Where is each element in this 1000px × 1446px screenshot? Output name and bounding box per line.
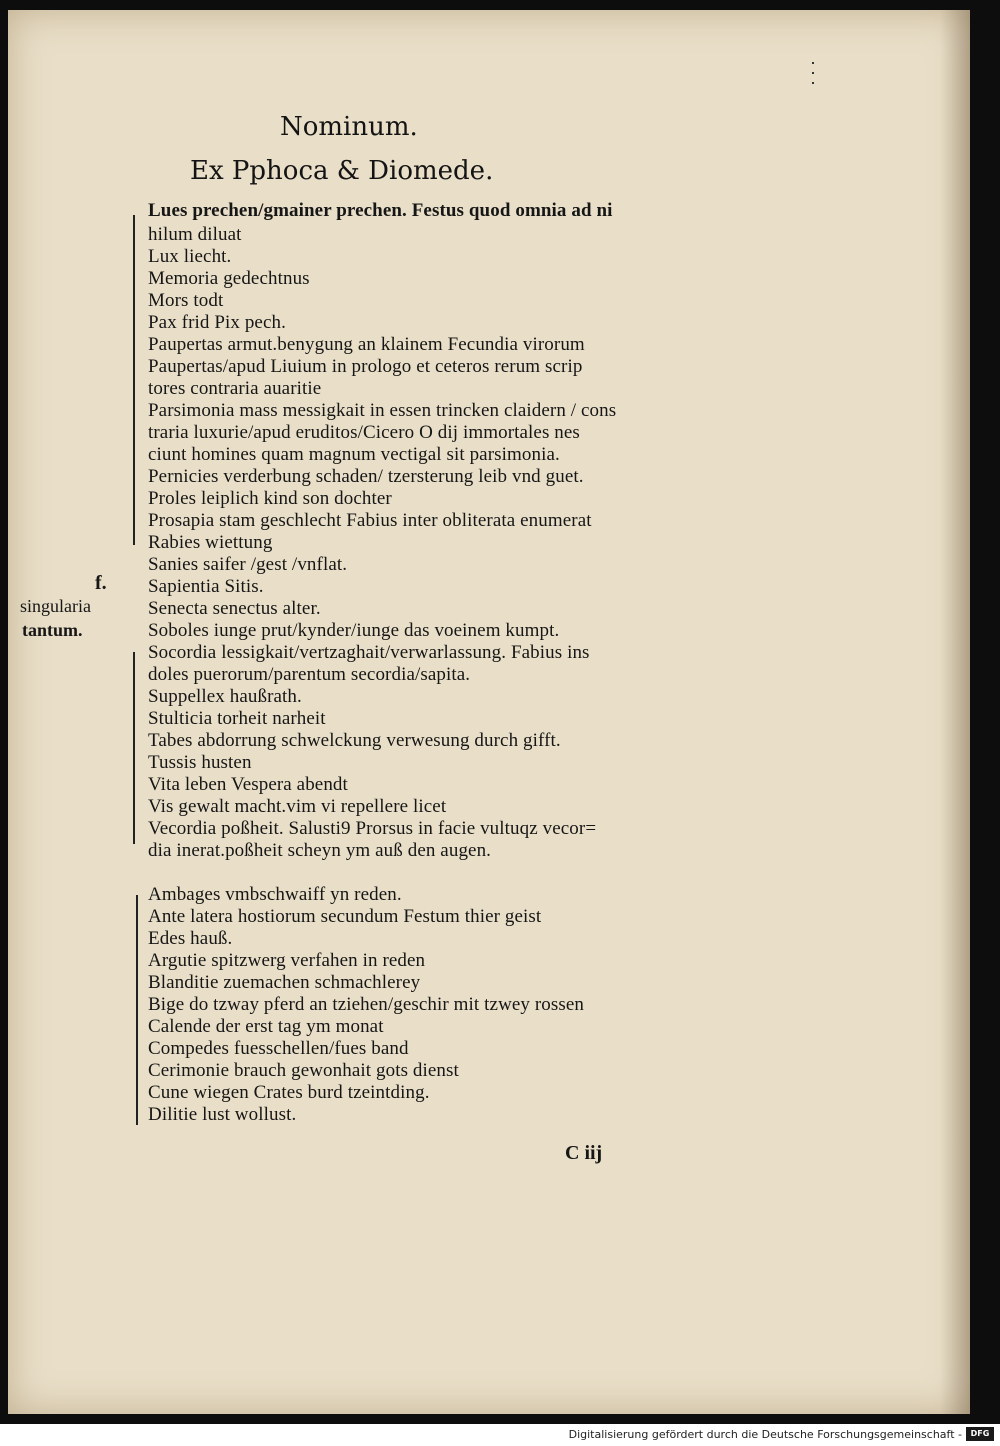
entry-line: Mors todt [148,290,224,311]
entry-line: doles puerorum/parentum secordia/sapita. [148,664,471,685]
entry-line: Ante latera hostiorum secundum Festum thier geist [148,906,542,927]
entry-line: Calende der erst tag ym monat [148,1016,384,1037]
group4-bracket [136,895,138,1125]
entry-line: hilum diluat [148,224,242,245]
entry-line: Tabes abdorrung schwelckung verwesung durch gifft. [148,730,561,751]
entry-line: traria luxurie/apud eruditos/Cicero O dij immortales nes [148,422,580,443]
entry-line: Sanies saifer /gest /vnflat. [148,554,348,575]
entry-line: Pax frid Pix pech. [148,312,286,333]
entry-line: Dilitie lust wollust. [148,1104,297,1125]
side-note-letter: f. [95,572,107,594]
entry-line: Soboles iunge prut/kynder/iunge das voeinem kumpt. [148,620,560,641]
page-subheading: Ex Pphoca & Diomede. [190,156,494,186]
group1-bracket [133,215,135,545]
side-note-line1: singularia [20,596,91,616]
side-note-line2: tantum. [22,620,83,640]
entry-line: Sapientia Sitis. [148,576,264,597]
entry-line: Prosapia stam geschlecht Fabius inter obliterata enumerat [148,510,592,531]
entry-line: Pernicies verderbung schaden/ tzersterung leib vnd guet. [148,466,584,487]
entry-line: Tussis husten [148,752,252,773]
entry-line: Argutie spitzwerg verfahen in reden [148,950,426,971]
entry-line: Proles leiplich kind son dochter [148,488,392,509]
entry-line: Cune wiegen Crates burd tzeintding. [148,1082,430,1103]
catchword: C iij [565,1142,603,1164]
entry-line: ciunt homines quam magnum vectigal sit parsimonia. [148,444,560,465]
entry-line: Parsimonia mass messigkait in essen trincken claidern / cons [148,400,617,421]
entry-line: Vis gewalt macht.vim vi repellere licet [148,796,447,817]
entry-line: Cerimonie brauch gewonhait gots dienst [148,1060,459,1081]
entry-line: Vecordia poßheit. Salusti9 Prorsus in facie vultuqz vecor= [148,818,597,839]
dfg-logo: DFG [966,1427,994,1441]
entry-line: Compedes fuesschellen/fues band [148,1038,409,1059]
page-heading: Nominum. [280,112,418,142]
entry-line: Memoria gedechtnus [148,268,310,289]
margin-marks [812,62,816,102]
entry-line: Paupertas/apud Liuium in prologo et ceteros rerum scrip [148,356,583,377]
page-gutter-shadow [940,10,970,1414]
entry-line: Rabies wiettung [148,532,273,553]
entry-line: Senecta senectus alter. [148,598,321,619]
entry-line: Suppellex haußrath. [148,686,302,707]
entry-line: Bige do tzway pferd an tziehen/geschir mit tzwey rossen [148,994,585,1015]
entry-line: Lux liecht. [148,246,232,267]
entry-line: Stulticia torheit narheit [148,708,326,729]
entry-line: tores contraria auaritie [148,378,322,399]
funding-notice: Digitalisierung gefördert durch die Deutsche Forschungsgemeinschaft - [568,1428,962,1441]
entry-line: Edes hauß. [148,928,233,949]
entry-line: Blanditie zuemachen schmachlerey [148,972,421,993]
entry-line: Socordia lessigkait/vertzaghait/verwarlassung. Fabius ins [148,642,590,663]
footer-bar [0,1424,1000,1446]
entry-line: dia inerat.poßheit scheyn ym auß den augen. [148,840,492,861]
entry-line: Paupertas armut.benygung an klainem Fecundia virorum [148,334,585,355]
entry-line: Lues prechen/gmainer prechen. Festus quod omnia ad ni [148,200,613,221]
entry-line: Vita leben Vespera abendt [148,774,348,795]
entry-line: Ambages vmbschwaiff yn reden. [148,884,402,905]
group3-bracket [133,652,135,844]
